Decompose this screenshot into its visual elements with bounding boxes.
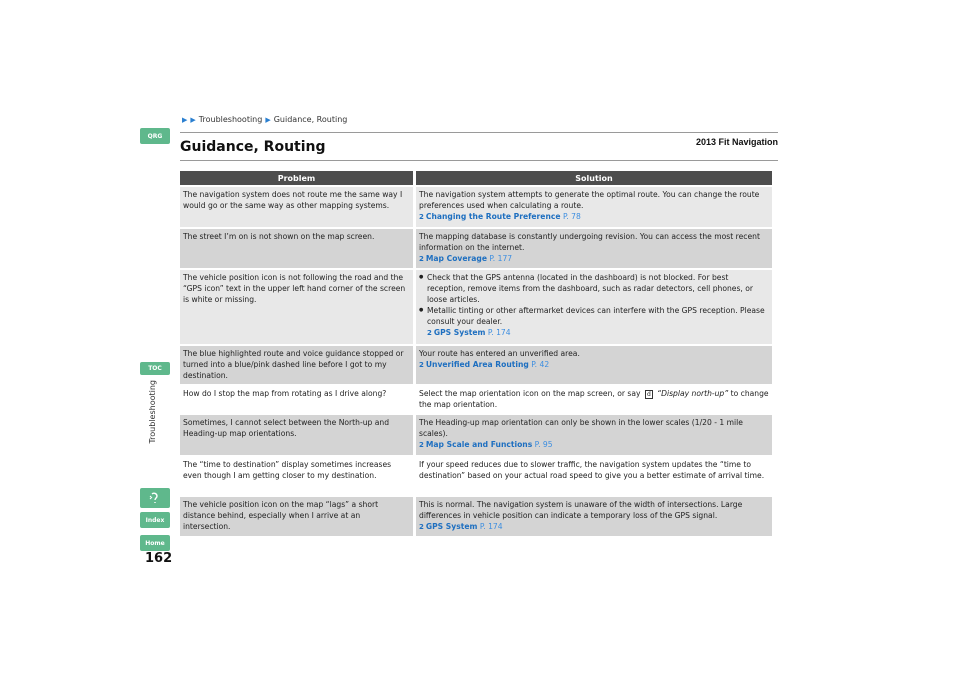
index-button[interactable]: Index (140, 512, 170, 528)
chevron-right-icon: ▶ (265, 115, 271, 124)
xref-page: P. 174 (479, 522, 503, 531)
table-row (180, 415, 772, 455)
solution-cell (416, 497, 772, 536)
document-name: 2013 Fit Navigation (695, 137, 778, 147)
xref-page: P. 95 (534, 440, 553, 449)
cross-reference-link[interactable] (419, 439, 769, 451)
chevron-right-icon: ▶ (190, 115, 196, 124)
table-row (180, 497, 772, 536)
chevron-right-icon: ▶ (182, 115, 188, 124)
solution-cell (416, 187, 772, 227)
xref-title: GPS System (425, 522, 478, 531)
breadcrumb (182, 115, 347, 124)
reference-arrow-icon: 2 (419, 213, 424, 221)
table-row (180, 386, 772, 413)
xref-title: Map Coverage (425, 254, 487, 263)
xref-page: P. 177 (489, 254, 513, 263)
xref-page: P. 174 (487, 328, 511, 337)
qrg-button[interactable]: QRG (140, 128, 170, 144)
breadcrumb-item-troubleshooting[interactable]: Troubleshooting (198, 115, 263, 124)
troubleshooting-table (177, 169, 775, 538)
problem-cell: Sometimes, I cannot select between the North-up and Heading-up map orientations. (180, 415, 413, 455)
reference-arrow-icon: 2 (419, 441, 424, 449)
solution-cell (416, 229, 772, 268)
table-row (180, 457, 772, 495)
cross-reference-link[interactable] (419, 327, 769, 339)
voice-icon (148, 491, 162, 505)
solution-text: The Heading-up map orientation can only be shown in the lower scales (1/20 - 1 mile scales). (419, 418, 743, 438)
solution-text: The mapping database is constantly undergoing revision. You can access the most recent information on the internet. (419, 232, 760, 252)
cross-reference-link[interactable] (419, 359, 769, 371)
solution-text: This is normal. The navigation system is unaware of the width of intersections. Large differences in vehicle position can indicate a temporary loss of the GPS signal. (419, 500, 743, 520)
reference-arrow-icon: 2 (419, 361, 424, 369)
solution-bullet: ● Check that the GPS antenna (located in the dashboard) is not blocked. For best reception, remove items from the dashboard, such as radar detectors, cell phones, or loose articles. (419, 272, 769, 305)
solution-cell: If your speed reduces due to slower traffic, the navigation system updates the “time to destination” based on your actual road speed to give you a better estimate of arrival time. (416, 457, 772, 495)
problem-cell: The street I’m on is not shown on the map screen. (180, 229, 413, 268)
page-title: Guidance, Routing (180, 139, 326, 155)
table-row (180, 187, 772, 227)
cross-reference-link[interactable] (419, 211, 769, 223)
breadcrumb-item-guidance-routing: Guidance, Routing (273, 115, 348, 124)
xref-title: Unverified Area Routing (425, 360, 529, 369)
voice-command-button[interactable] (140, 488, 170, 508)
xref-page: P. 78 (562, 212, 581, 221)
problem-cell: How do I stop the map from rotating as I drive along? (180, 386, 413, 413)
solution-cell (416, 386, 772, 413)
column-header-problem: Problem (180, 171, 413, 185)
problem-cell: The navigation system does not route me the same way I would go or the same way as other mapping systems. (180, 187, 413, 227)
solution-cell (416, 346, 772, 384)
title-divider (180, 160, 778, 161)
solution-cell (416, 415, 772, 455)
table-row (180, 270, 772, 344)
section-label: Troubleshooting (148, 380, 157, 444)
table-row (180, 346, 772, 384)
column-header-solution: Solution (416, 171, 772, 185)
reference-arrow-icon: 2 (427, 329, 432, 337)
xref-page: P. 42 (531, 360, 550, 369)
problem-cell: The vehicle position icon on the map “lags” a short distance behind, especially when I arrive at an intersection. (180, 497, 413, 536)
solution-text: The navigation system attempts to generate the optimal route. You can change the route preferences used when calculating a route. (419, 190, 760, 210)
xref-title: GPS System (433, 328, 486, 337)
solution-text: Select the map orientation icon on the map screen, or say (419, 389, 641, 398)
cross-reference-link[interactable] (419, 521, 769, 533)
solution-cell (416, 270, 772, 344)
voice-command-text: “Display north-up” (657, 389, 729, 398)
voice-command-icon: d (646, 391, 651, 398)
reference-arrow-icon: 2 (419, 523, 424, 531)
problem-cell: The vehicle position icon is not following the road and the “GPS icon” text in the upper left hand corner of the screen is white or missing. (180, 270, 413, 344)
problem-cell: The blue highlighted route and voice guidance stopped or turned into a blue/pink dashed line before I got to my destination. (180, 346, 413, 384)
xref-title: Changing the Route Preference (425, 212, 561, 221)
cross-reference-link[interactable] (419, 253, 769, 265)
toc-button[interactable]: TOC (140, 362, 170, 375)
solution-text: to change the map orientation. (419, 389, 769, 409)
home-button[interactable]: Home (140, 535, 170, 551)
problem-cell: The “time to destination” display sometimes increases even though I am getting closer to my destination. (180, 457, 413, 495)
page-number: 162 (145, 551, 173, 566)
solution-bullet: ● Metallic tinting or other aftermarket devices can interfere with the GPS reception. Please consult your dealer. (419, 305, 769, 327)
reference-arrow-icon: 2 (419, 255, 424, 263)
table-row (180, 229, 772, 268)
xref-title: Map Scale and Functions (425, 440, 533, 449)
solution-text: Your route has entered an unverified area. (419, 349, 580, 358)
header-divider (180, 132, 778, 133)
